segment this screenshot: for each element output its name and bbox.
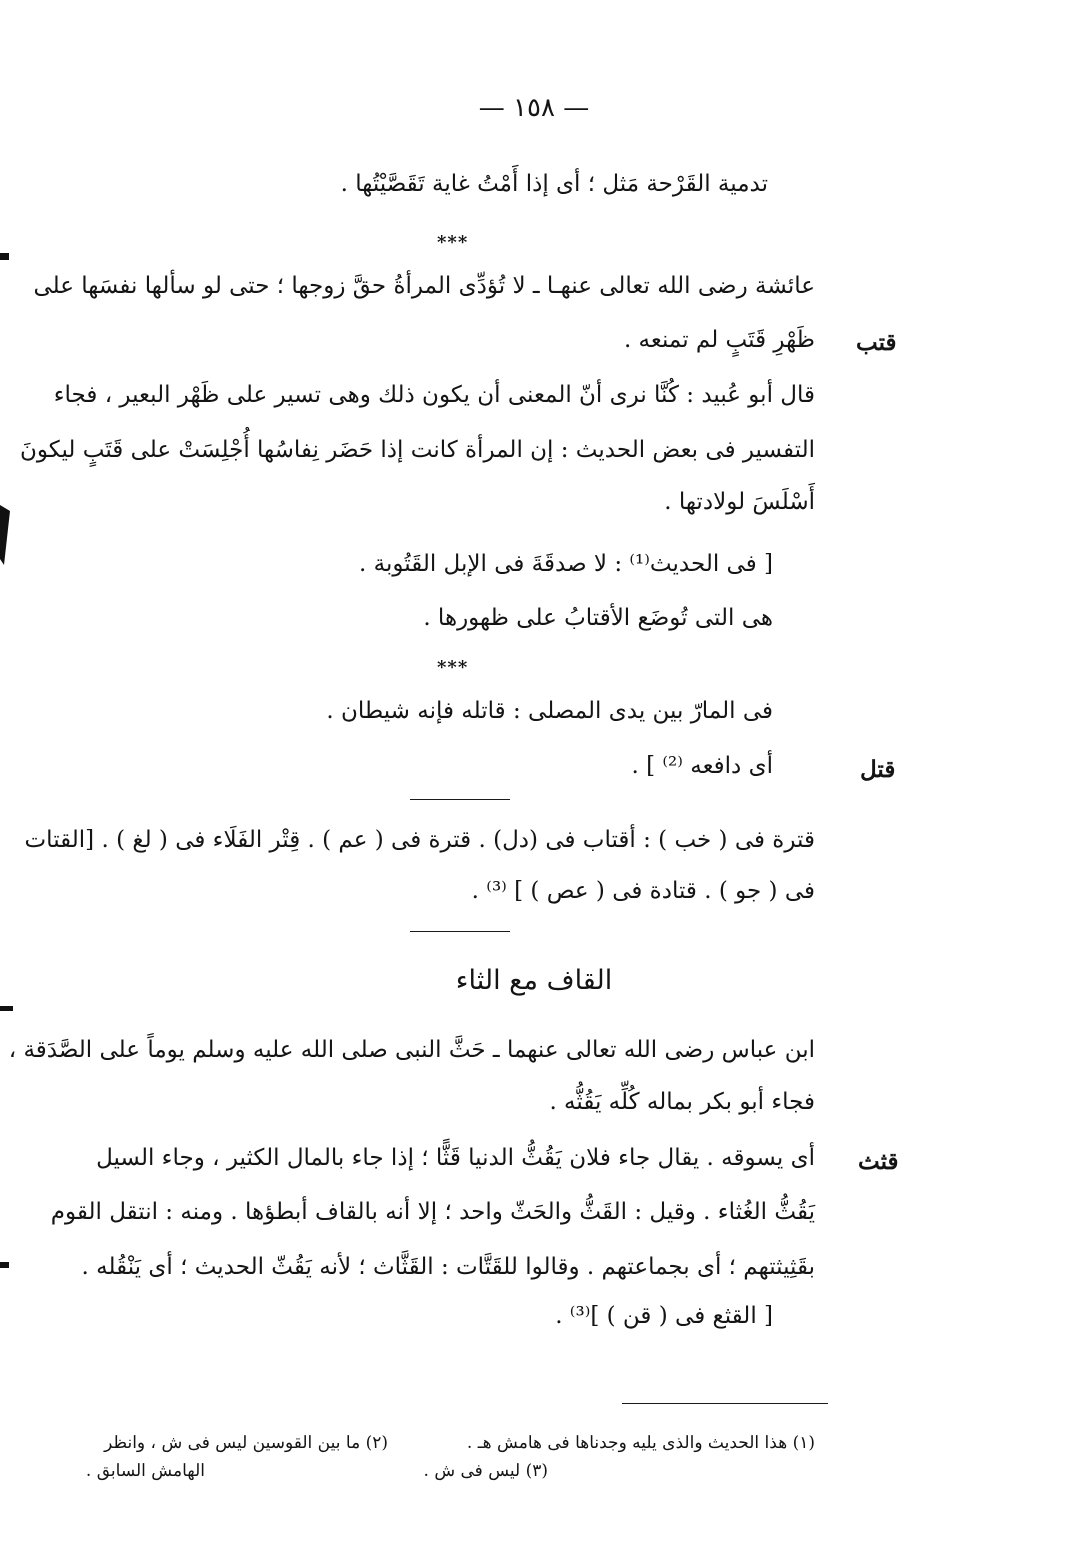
- text-line-8: هى التى تُوضَع الأقتابُ على ظهورها .: [423, 605, 773, 631]
- short-divider-1: [410, 799, 510, 800]
- text-line-11: قترة فى ( خب ) : أقتاب فى (دل) . قترة فى ( عم ) . قِتْر الفَلَاء فى ( لغ ) . [القتات: [24, 827, 815, 853]
- margin-word-qathth: قثث: [858, 1148, 899, 1175]
- footnote-2-cont: الهامش السابق .: [85, 1461, 205, 1481]
- footnote-2: (٢) ما بين القوسين ليس فى ش ، وانظر: [104, 1433, 388, 1453]
- text-line-10: أى دافعه ⁽²⁾ ] .: [631, 753, 773, 779]
- section-separator-2: ***: [437, 657, 469, 678]
- scan-mark: [0, 505, 10, 565]
- text-line-13: ابن عباس رضى الله تعالى عنهما ـ حَثَّ النبى صلى الله عليه وسلم يوماً على الصَّدَقة ،: [8, 1037, 815, 1063]
- text-line-2: عائشة رضى الله تعالى عنهـا ـ لا تُؤدِّى المرأةُ حقَّ زوجها ؛ حتى لو سألها نفسَها على: [33, 273, 815, 299]
- text-line-5: التفسير فى بعض الحديث : إن المرأة كانت إذا حَضَر نِفاسُها أُجْلِسَتْ على قَتَبٍ ليكونَ: [20, 437, 815, 463]
- text-line-15: أى يسوقه . يقال جاء فلان يَقُثُّ الدنيا قَثًّا ؛ إذا جاء بالمال الكثير ، وجاء السيل: [96, 1145, 815, 1171]
- scan-mark: [0, 1262, 9, 1268]
- footnote-rule: [622, 1403, 828, 1404]
- scan-mark: [0, 1006, 13, 1011]
- text-line-3: ظَهْرِ قَتَبٍ لم تمنعه .: [623, 327, 815, 353]
- footnote-1: (١) هذا الحديث والذى يليه وجدناها فى هامش هـ .: [466, 1433, 815, 1453]
- section-separator-1: ***: [437, 232, 469, 253]
- text-line-18: [ القثع فى ( قن ) ]⁽³⁾ .: [555, 1303, 773, 1329]
- scan-mark: [0, 253, 9, 260]
- margin-word-qatal: قتل: [860, 756, 896, 783]
- margin-word-qatab: قتب: [856, 329, 897, 356]
- text-line-6: أَسْلَسَ لولادتها .: [664, 489, 815, 515]
- page-number: — ١٥٨ —: [478, 93, 590, 123]
- text-line-1: تدمية القَرْحة مَثل ؛ أى إذا أَمْتُ غاية تَقَصَّيْتُها .: [340, 171, 768, 197]
- footnote-3: (٣) ليس فى ش .: [423, 1461, 548, 1481]
- section-heading: القاف مع الثاء: [455, 965, 613, 996]
- text-line-4: قال أبو عُبيد : كُنَّا نرى أنّ المعنى أن يكون ذلك وهى تسير على ظَهْر البعير ، فجاء: [53, 382, 815, 408]
- text-line-7: [ فى الحديث⁽¹⁾ : لا صدقَةَ فى الإبل القَتُوبة .: [359, 551, 773, 577]
- text-line-16: يَقُثُّ الغُثاء . وقيل : القَثُّ والحَثّ واحد ؛ إلا أنه بالقاف أبطؤها . ومنه : انتقل القوم: [50, 1199, 815, 1225]
- text-line-17: بقَثِيثتهم ؛ أى بجماعتهم . وقالوا للقَتَّات : القَثَّاث ؛ لأنه يَقُثّ الحديث ؛ أى يَنْقُله .: [81, 1254, 815, 1280]
- text-line-14: فجاء أبو بكر بماله كُلِّه يَقُثُّه .: [549, 1089, 815, 1115]
- text-line-12: فى ( جو ) . قتادة فى ( عص ) ] ⁽³⁾ .: [471, 878, 815, 904]
- text-line-9: فى المارّ بين يدى المصلى : قاتله فإنه شيطان .: [326, 698, 773, 724]
- short-divider-2: [410, 931, 510, 932]
